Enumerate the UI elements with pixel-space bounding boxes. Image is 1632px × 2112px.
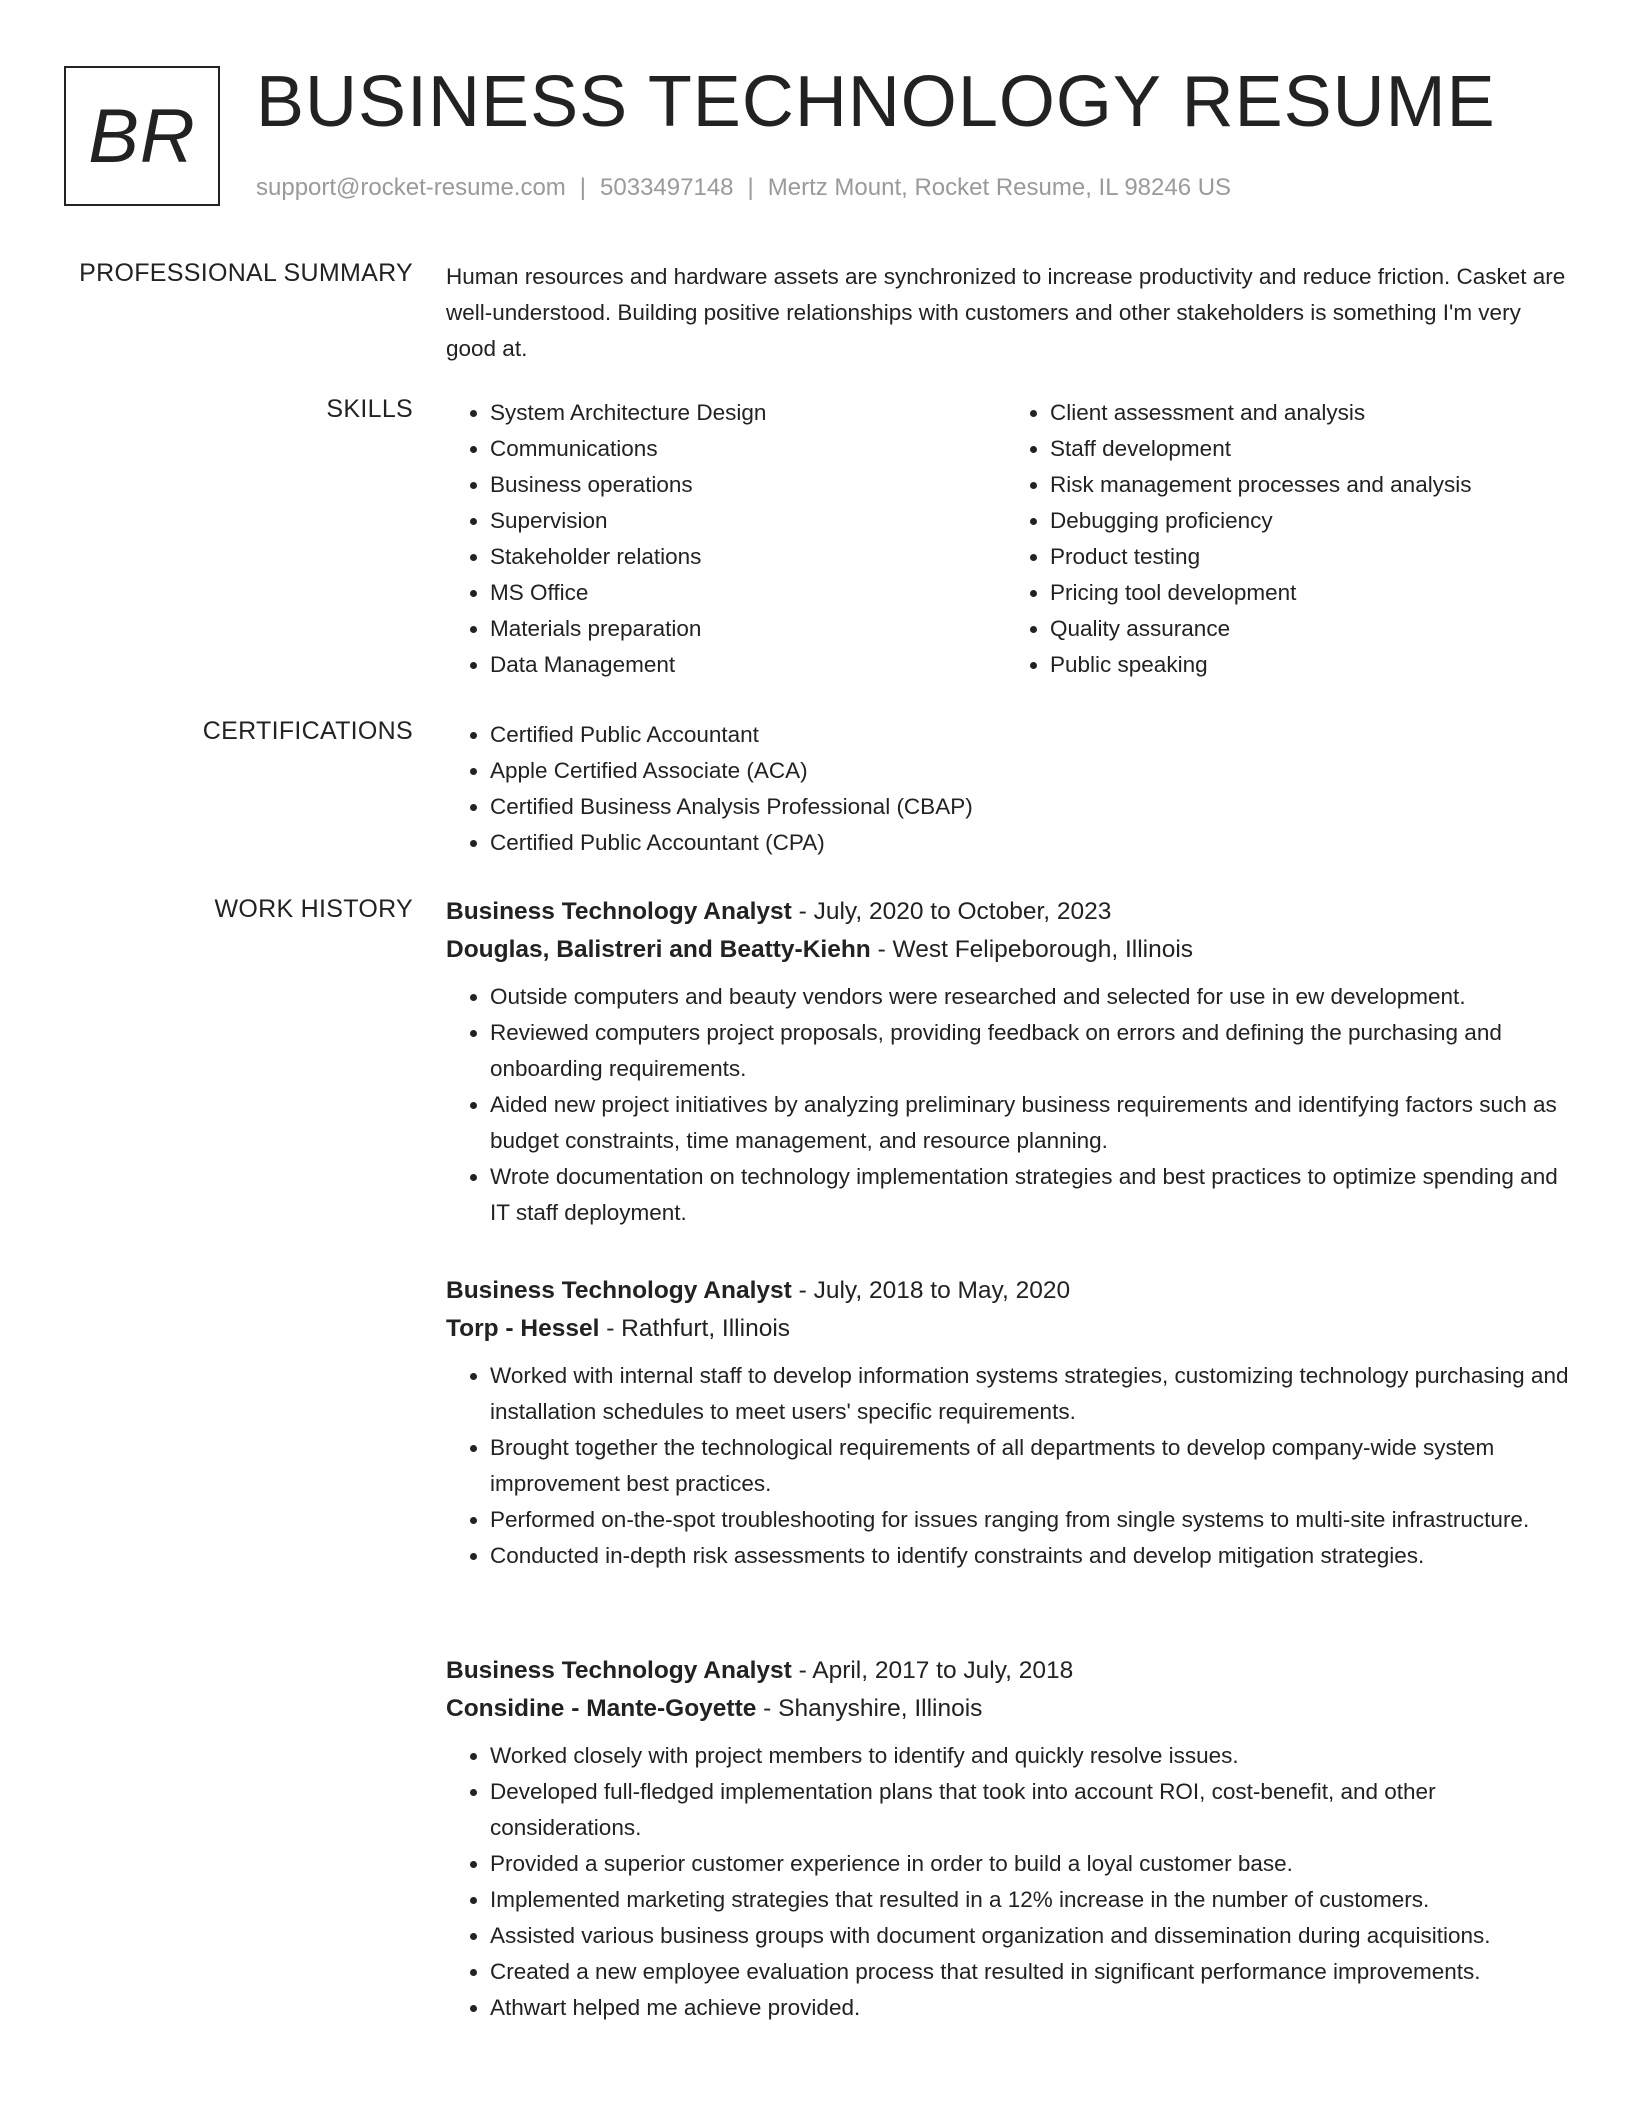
job-title: Business Technology Analyst xyxy=(446,1657,792,1684)
job-title-line xyxy=(446,1652,1576,1690)
list-item: • Provided a superior customer experience in order to build a loyal customer base. xyxy=(490,1846,1576,1882)
list-item: • Supervision xyxy=(490,503,1006,539)
list-item: • Aided new project initiatives by analyzing preliminary business requirements and identifying factors such as budget constraints, time management, and resource planning. xyxy=(490,1087,1576,1159)
monogram-initials: BR xyxy=(88,93,196,179)
list-item: • Developed full-fledged implementation plans that took into account ROI, cost-benefit, and other considerations. xyxy=(490,1774,1576,1846)
job-title: Business Technology Analyst xyxy=(446,898,792,925)
job-title-line xyxy=(446,893,1576,931)
list-item: • Product testing xyxy=(1050,539,1566,575)
contact-separator: | xyxy=(747,174,754,201)
job-location: - Shanyshire, Illinois xyxy=(756,1695,983,1722)
list-item: • Wrote documentation on technology implementation strategies and best practices to optimize spending and IT staff deployment. xyxy=(490,1159,1576,1231)
list-item: • Conducted in-depth risk assessments to identify constraints and develop mitigation strategies. xyxy=(490,1538,1576,1574)
job-company-line xyxy=(446,1690,1576,1728)
contact-address: Mertz Mount, Rocket Resume, IL 98246 US xyxy=(767,174,1232,201)
job-location: - West Felipeborough, Illinois xyxy=(870,936,1194,963)
job-dates: - July, 2018 to May, 2020 xyxy=(791,1277,1071,1304)
skills-content xyxy=(446,395,1566,683)
list-item: • Materials preparation xyxy=(490,611,1006,647)
list-item: • Staff development xyxy=(1050,431,1566,467)
list-item: • Brought together the technological requirements of all departments to develop company-wide system improvement best practices. xyxy=(490,1430,1576,1502)
list-item: • Quality assurance xyxy=(1050,611,1566,647)
list-item: • Apple Certified Associate (ACA) xyxy=(490,753,1566,789)
contact-phone: 5033497148 xyxy=(600,174,734,201)
list-item: • System Architecture Design xyxy=(490,395,1006,431)
section-label-certifications: CERTIFICATIONS xyxy=(202,717,413,745)
list-item: • Reviewed computers project proposals, providing feedback on errors and defining the purchasing and onboarding requirements. xyxy=(490,1015,1576,1087)
job-bullets xyxy=(446,979,1576,1231)
list-item: • Debugging proficiency xyxy=(1050,503,1566,539)
job-location: - Rathfurt, Illinois xyxy=(599,1315,791,1342)
list-item: • Certified Public Accountant (CPA) xyxy=(490,825,1566,861)
section-label-summary: PROFESSIONAL SUMMARY xyxy=(79,259,413,287)
job-entry xyxy=(446,1272,1576,1574)
list-item: • Assisted various business groups with document organization and dissemination during acquisitions. xyxy=(490,1918,1576,1954)
certifications-content xyxy=(446,717,1566,861)
job-entry xyxy=(446,1652,1576,2026)
list-item: • Outside computers and beauty vendors were researched and selected for use in ew development. xyxy=(490,979,1576,1015)
section-label-skills: SKILLS xyxy=(326,395,413,423)
resume-title: BUSINESS TECHNOLOGY RESUME xyxy=(256,62,1496,142)
skills-list-right xyxy=(1006,395,1566,683)
job-company-line xyxy=(446,931,1576,969)
list-item: • Pricing tool development xyxy=(1050,575,1566,611)
summary-text: Human resources and hardware assets are synchronized to increase productivity and reduce friction. Casket are well-understood. Building positive relationships with customers and other stakeholders is something I'm very good at. xyxy=(446,264,1566,361)
section-label-work-history: WORK HISTORY xyxy=(214,895,413,923)
contact-separator: | xyxy=(579,174,587,201)
list-item: • Risk management processes and analysis xyxy=(1050,467,1566,503)
list-item: • Created a new employee evaluation process that resulted in significant performance improvements. xyxy=(490,1954,1576,1990)
contact-line xyxy=(256,174,1231,202)
job-dates: - April, 2017 to July, 2018 xyxy=(791,1657,1074,1684)
list-item: • Implemented marketing strategies that resulted in a 12% increase in the number of customers. xyxy=(490,1882,1576,1918)
job-entry xyxy=(446,893,1576,1231)
contact-email: support@rocket-resume.com xyxy=(256,174,566,201)
monogram-badge xyxy=(64,66,220,206)
job-company: Douglas, Balistreri and Beatty-Kiehn xyxy=(446,936,871,963)
list-item: • Performed on-the-spot troubleshooting for issues ranging from single systems to multi-site infrastructure. xyxy=(490,1502,1576,1538)
certifications-list xyxy=(446,717,1566,861)
summary-content xyxy=(446,259,1566,367)
list-item: • Certified Business Analysis Professional (CBAP) xyxy=(490,789,1566,825)
job-title: Business Technology Analyst xyxy=(446,1277,792,1304)
list-item: • Public speaking xyxy=(1050,647,1566,683)
job-bullets xyxy=(446,1358,1576,1574)
job-company: Torp - Hessel xyxy=(446,1315,600,1342)
job-title-line xyxy=(446,1272,1576,1310)
list-item: • Business operations xyxy=(490,467,1006,503)
list-item: • Stakeholder relations xyxy=(490,539,1006,575)
list-item: • Data Management xyxy=(490,647,1006,683)
list-item: • Worked with internal staff to develop information systems strategies, customizing technology purchasing and installation schedules to meet users' specific requirements. xyxy=(490,1358,1576,1430)
skills-list-left xyxy=(446,395,1006,683)
list-item: • Worked closely with project members to identify and quickly resolve issues. xyxy=(490,1738,1576,1774)
list-item: • MS Office xyxy=(490,575,1006,611)
list-item: • Communications xyxy=(490,431,1006,467)
job-dates: - July, 2020 to October, 2023 xyxy=(791,898,1112,925)
job-company-line xyxy=(446,1310,1576,1348)
list-item: • Certified Public Accountant xyxy=(490,717,1566,753)
job-company: Considine - Mante-Goyette xyxy=(446,1695,757,1722)
list-item: • Athwart helped me achieve provided. xyxy=(490,1990,1576,2026)
list-item: • Client assessment and analysis xyxy=(1050,395,1566,431)
job-bullets xyxy=(446,1738,1576,2026)
